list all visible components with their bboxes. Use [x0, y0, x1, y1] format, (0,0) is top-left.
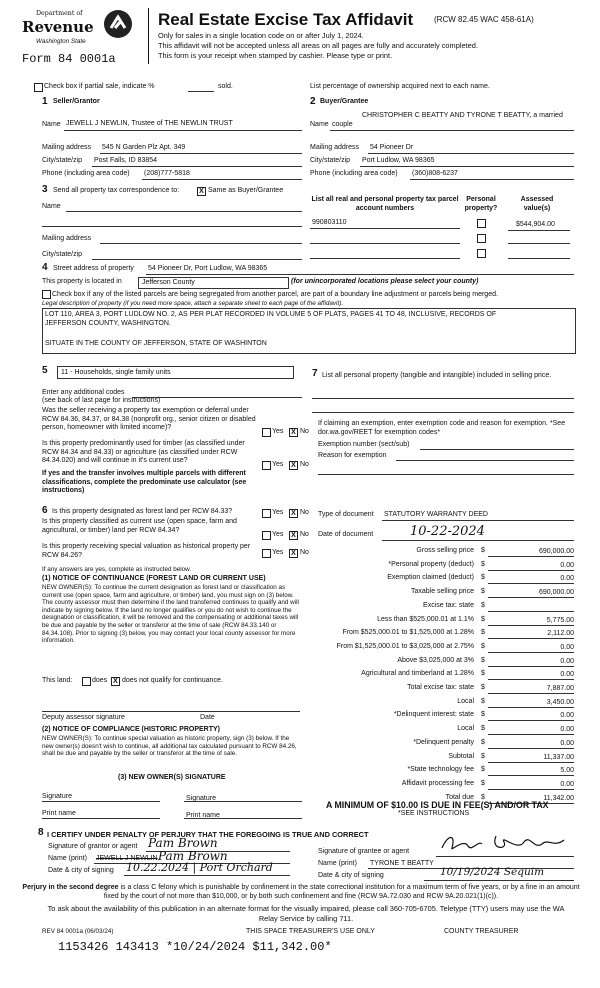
- q6a-no-checkbox[interactable]: X: [289, 509, 298, 518]
- calc-label: Total due: [445, 793, 474, 801]
- calc-value[interactable]: 690,000.00: [488, 588, 574, 598]
- section-6-number: 6: [42, 505, 48, 516]
- exemption-number-field[interactable]: [420, 449, 574, 450]
- perjury-statement: [18, 884, 584, 901]
- buyer-name-label: Name: [310, 121, 329, 128]
- grantee-name-field[interactable]: TYRONE T BEATTY: [370, 860, 434, 867]
- legal-line-1: LOT 110, AREA 3, PORT LUDLOW NO. 2, AS PER PLAT RECORDED IN VOLUME 5 OF PLATS, PAGES 41 TO 48, INCLUSIVE, RECORDS OF: [45, 311, 497, 318]
- personal-property-checkbox-2[interactable]: [477, 234, 486, 243]
- calc-value[interactable]: 5,775.00: [488, 616, 574, 626]
- buyer-name-line2[interactable]: couple: [332, 121, 353, 128]
- tax-corr-name-field[interactable]: [66, 211, 302, 212]
- tax-corr-name-field-2[interactable]: [42, 226, 302, 227]
- personal-property-label: List all personal property (tangible and intangible) included in selling price.: [322, 372, 552, 379]
- grantor-name-label: Name (print): [48, 855, 87, 862]
- seller-phone-label: Phone (including area code): [42, 170, 130, 177]
- county-select[interactable]: Jefferson County: [138, 277, 289, 289]
- see-back-label: (see back of last page for instructions): [42, 397, 161, 404]
- parcel-line-3[interactable]: [310, 258, 460, 259]
- parcel-line-2[interactable]: [310, 243, 460, 244]
- notice-compliance-title: (2) NOTICE OF COMPLIANCE (HISTORIC PROPERTY): [42, 726, 220, 733]
- calc-value[interactable]: 11,342.00: [488, 794, 574, 804]
- grantee-signature-scribble-icon: [438, 832, 570, 854]
- forest-land-question: Is this property designated as forest land per RCW 84.33?: [52, 508, 233, 515]
- section-1-number: 1: [42, 96, 48, 107]
- header-notice-1: Only for sales in a single location code on or after July 1, 2024.: [158, 31, 364, 40]
- deputy-signature-label: Deputy assessor signature: [42, 714, 125, 721]
- street-address-field[interactable]: 54 Pioneer Dr, Port Ludlow, WA 98365: [148, 265, 268, 272]
- q6c-yes-label: Yes: [272, 549, 284, 556]
- street-address-label: Street address of property: [53, 265, 134, 272]
- section-5-number: 5: [42, 365, 48, 376]
- grantor-signature-label: Signature of grantor or agent: [48, 843, 138, 850]
- q6a-yes-label: Yes: [272, 509, 284, 516]
- section-3-number: 3: [42, 184, 48, 195]
- calc-dollar-sign: $: [481, 574, 485, 582]
- assessed-line-3[interactable]: [508, 258, 570, 259]
- grantee-signature-line: [436, 856, 574, 857]
- new-owner-signature-label-1: Signature: [42, 793, 72, 800]
- assessed-value-header: Assessed value(s): [520, 196, 554, 212]
- calc-value[interactable]: 3,450.00: [488, 698, 574, 708]
- land-does-label: does: [92, 677, 108, 684]
- see-instructions-note: *SEE INSTRUCTIONS: [398, 810, 470, 817]
- land-does-not-checkbox[interactable]: X: [111, 677, 120, 686]
- new-owner-print-label-2: Print name: [186, 812, 220, 819]
- parcel-number[interactable]: 990803110: [312, 219, 347, 226]
- q6c-no-checkbox[interactable]: X: [289, 549, 298, 558]
- form-title: Real Estate Excise Tax Affidavit: [158, 10, 414, 29]
- seller-heading: Seller/Grantor: [53, 98, 100, 105]
- assessed-line-1: [508, 230, 570, 231]
- section-8-number: 8: [38, 827, 44, 838]
- exemption-reason-label: Reason for exemption: [318, 452, 387, 459]
- predominate-use-note: If yes and the transfer involves multiple parcels with different classifications, complete the predominate use calculator (see instructions): [42, 470, 247, 494]
- grantor-date-line: [124, 875, 290, 876]
- calc-label: Agricultural and timberland at 1.28%: [361, 670, 474, 678]
- current-use-question: Is this property classified as current use (open space, farm and agricultural, or timber) land per RCW 84.34?: [42, 518, 237, 534]
- q2-no-label: No: [300, 461, 309, 468]
- q1-yes-checkbox[interactable]: [262, 428, 271, 437]
- seller-city-label: City/state/zip: [42, 157, 83, 164]
- buyer-name-line1[interactable]: CHRISTOPHER C BEATTY AND TYRONE T BEATTY, a married: [362, 112, 563, 119]
- notice-continuance-title: (1) NOTICE OF CONTINUANCE (FOREST LAND OR CURRENT USE): [42, 575, 266, 582]
- assessed-line-2[interactable]: [508, 243, 570, 244]
- q6c-no-label: No: [300, 549, 309, 556]
- tax-corr-mail-field[interactable]: [100, 243, 302, 244]
- section-7-number: 7: [312, 368, 318, 379]
- grantee-date-line: [424, 880, 574, 881]
- seller-name-line: [64, 130, 302, 131]
- new-owner-signature-line-1[interactable]: [42, 801, 160, 802]
- seller-name-field[interactable]: JEWELL J NEWLIN, Trustee of THE NEWLIN TRUST: [66, 120, 233, 127]
- parcel-header: List all real and personal property tax parcel account numbers: [311, 196, 459, 212]
- doc-type-label: Type of document: [318, 511, 374, 518]
- grantor-name-handwritten[interactable]: Pam Brown: [158, 849, 228, 863]
- grantee-signature-label: Signature of grantee or agent: [318, 848, 410, 855]
- agency-logo: [22, 8, 134, 50]
- deputy-date-label: Date: [200, 714, 215, 721]
- historic-question: Is this property receiving special valuation as historical property per RCW 84.26?: [42, 543, 251, 559]
- buyer-mail-label: Mailing address: [310, 144, 360, 151]
- calc-dollar-sign: $: [481, 697, 485, 705]
- q1-no-checkbox[interactable]: X: [289, 428, 298, 437]
- tax-corr-city-field[interactable]: [92, 259, 302, 260]
- same-as-buyer-label: Same as Buyer/Grantee: [208, 187, 284, 194]
- calc-dollar-sign: $: [481, 560, 485, 568]
- grantee-signature[interactable]: [438, 832, 570, 854]
- calc-value[interactable]: 0.00: [488, 561, 574, 571]
- calc-value[interactable]: 0.00: [488, 657, 574, 667]
- perjury-statement-bold: Perjury in the second degree: [22, 884, 119, 891]
- additional-codes-label: Enter any additional codes: [42, 389, 125, 396]
- personal-property-checkbox-3[interactable]: [477, 249, 486, 258]
- same-as-buyer-checkbox[interactable]: X: [197, 187, 206, 196]
- tax-calculation: [318, 546, 574, 808]
- segregated-checkbox[interactable]: [42, 290, 51, 299]
- doc-date-line: [382, 540, 574, 541]
- exemption-reason-field[interactable]: [396, 460, 574, 461]
- grantor-date-label: Date & city of signing: [48, 867, 114, 874]
- seller-city-line: [92, 166, 302, 167]
- if-yes-note: If any answers are yes, complete as instructed below.: [42, 566, 192, 573]
- personal-property-checkbox-1[interactable]: [477, 219, 486, 228]
- q6a-yes-checkbox[interactable]: [262, 509, 271, 518]
- cashier-stamp: 1153426 143413 *10/24/2024 $11,342.00*: [58, 940, 332, 954]
- land-does-checkbox[interactable]: [82, 677, 91, 686]
- segregated-label: Check box if any of the listed parcels are being segregated from another parcel, are part of a boundary line adjustment or parcels being merged.: [52, 291, 498, 298]
- calc-label: Taxable selling price: [410, 588, 474, 596]
- calc-dollar-sign: $: [481, 684, 485, 691]
- calc-label: Exemption claimed (deduct): [387, 574, 474, 582]
- q1-yes-label: Yes: [272, 428, 284, 435]
- calc-dollar-sign: $: [481, 588, 485, 596]
- q6b-yes-label: Yes: [272, 531, 284, 538]
- doc-date-field[interactable]: 10-22-2024: [410, 524, 485, 539]
- new-owner-print-label-1: Print name: [42, 810, 76, 817]
- buyer-mail-field[interactable]: 54 Pioneer Dr: [370, 144, 414, 151]
- buyer-heading: Buyer/Grantee: [320, 98, 369, 105]
- tax-corr-name-label: Name: [42, 203, 61, 210]
- exemption-number-label: Exemption number (sect/sub): [318, 441, 410, 448]
- q6b-no-checkbox[interactable]: X: [289, 531, 298, 540]
- timber-agriculture-question: Is this property predominantly used for timber (as classified under RCW 84.34 and 84.33) or agriculture (as classified under RCW 84.34.020) and will continue in it's current use?: [42, 440, 245, 464]
- calc-dollar-sign: $: [481, 752, 485, 760]
- seller-phone-line: [142, 179, 302, 180]
- grantor-date-city[interactable]: 10.22.2024 | Port Orchard: [126, 861, 273, 874]
- deputy-signature-line[interactable]: [42, 711, 300, 712]
- calc-value[interactable]: [488, 602, 574, 612]
- tax-corr-label: Send all property tax correspondence to:: [53, 187, 180, 194]
- availability-note: To ask about the availability of this publication in an alternate format for the visually impaired, please call 360-705-6705. Teletype (TTY) users may use the WA Relay Service by calling 711.: [47, 904, 565, 923]
- this-land-label: This land:: [42, 677, 73, 684]
- buyer-phone-line: [410, 179, 574, 180]
- seller-name-label: Name: [42, 121, 61, 128]
- calc-label: Less than $525,000.01 at 1.1%: [377, 615, 474, 623]
- q6c-yes-checkbox[interactable]: [262, 549, 271, 558]
- calc-label: *State technology fee: [407, 766, 474, 774]
- header-notice-3: This form is your receipt when stamped by cashier. Please type or print.: [158, 51, 393, 60]
- calc-dollar-sign: $: [481, 779, 485, 787]
- buyer-city-line: [360, 166, 574, 167]
- assessed-value-1[interactable]: $544,904.00: [516, 221, 555, 228]
- agency-state: Washington State: [36, 38, 86, 45]
- calc-label: Local: [457, 697, 474, 705]
- calc-label: From $525,000.01 to $1,525,000 at 1.28%: [342, 629, 474, 637]
- calc-value[interactable]: 11,337.00: [488, 753, 574, 763]
- calc-label: *Personal property (deduct): [388, 560, 474, 568]
- seller-city-field[interactable]: Post Falls, ID 83854: [94, 157, 158, 164]
- doc-type-field[interactable]: STATUTORY WARRANTY DEED: [384, 511, 488, 518]
- calc-dollar-sign: $: [481, 615, 485, 623]
- land-does-not-label: does not qualify for continuance.: [122, 677, 223, 684]
- calc-label: Gross selling price: [416, 547, 474, 554]
- new-owner-signature-label-2: Signature: [186, 795, 216, 802]
- county-treasurer-label: COUNTY TREASURER: [444, 928, 519, 935]
- calc-label: Above $3,025,000 at 3%: [397, 656, 474, 664]
- new-owner-signature-title: (3) NEW OWNER(S) SIGNATURE: [118, 774, 226, 781]
- calc-label: *Delinquent interest: state: [393, 711, 474, 719]
- calc-dollar-sign: $: [481, 711, 485, 719]
- minimum-due-note: A MINIMUM OF $10.00 IS DUE IN FEE(S) AND/OR TAX: [326, 800, 549, 810]
- header-notice-2: This affidavit will not be accepted unless all areas on all pages are fully and accurately completed.: [158, 41, 478, 50]
- agency-name: Revenue: [22, 18, 94, 36]
- seller-mail-line: [100, 153, 302, 154]
- calc-dollar-sign: $: [481, 656, 485, 664]
- calc-value[interactable]: 0.00: [488, 574, 574, 584]
- agency-top: Department of: [36, 10, 83, 17]
- buyer-city-field[interactable]: Port Ludlow, WA 98365: [362, 157, 435, 164]
- buyer-phone-field[interactable]: (360)808-6237: [412, 170, 458, 177]
- calc-value[interactable]: 0.00: [488, 643, 574, 653]
- legal-line-2: JEFFERSON COUNTY, WASHINGTON.: [45, 320, 171, 327]
- revenue-logo-icon: [102, 8, 134, 40]
- partial-sale-label: Check box if partial sale, indicate %: [44, 83, 155, 90]
- legal-description-label: Legal description of property (if you need more space, attach a separate sheet to each page of the affidavit).: [42, 300, 344, 307]
- calc-value[interactable]: 0.00: [488, 711, 574, 721]
- q6b-yes-checkbox[interactable]: [262, 531, 271, 540]
- q2-yes-checkbox[interactable]: [262, 461, 271, 470]
- calc-label: Subtotal: [448, 752, 474, 760]
- calc-dollar-sign: $: [481, 766, 485, 774]
- calc-label: *Delinquent penalty: [413, 738, 474, 746]
- buyer-name-line: [330, 130, 574, 131]
- calc-label: From $1,525,000.01 to $3,025,000 at 2.75%: [336, 642, 474, 650]
- exemption-reason-field-2[interactable]: [318, 474, 574, 475]
- notice-compliance-body: NEW OWNER(S): To continue special valuation as historic property, sign (3) below. If the new owner(s) doesn't wish to continue, all additional tax calculated pursuant to RCW 84.26, shall be due and payable by the seller or transferor at the time of sale.: [42, 735, 297, 758]
- header-divider: [148, 8, 149, 64]
- street-address-line: [146, 274, 574, 275]
- located-in-label: This property is located in: [42, 278, 122, 285]
- buyer-phone-label: Phone (including area code): [310, 170, 398, 177]
- q6b-no-label: No: [300, 531, 309, 538]
- form-citation: (RCW 82.45 WAC 458-61A): [434, 15, 534, 24]
- calc-dollar-sign: $: [481, 738, 485, 746]
- calc-value[interactable]: 2,112.00: [488, 629, 574, 639]
- land-use-select[interactable]: 11 - Households, single family units: [57, 366, 294, 379]
- calc-dollar-sign: $: [481, 670, 485, 678]
- section-2-number: 2: [310, 96, 316, 107]
- seller-mail-field[interactable]: 545 N Garden Plz Apt. 349: [102, 144, 186, 151]
- unincorporated-note: (for unincorporated locations please select your county): [291, 278, 479, 285]
- buyer-city-label: City/state/zip: [310, 157, 351, 164]
- calc-dollar-sign: $: [481, 629, 485, 637]
- buyer-mail-line: [368, 153, 574, 154]
- doc-date-label: Date of document: [318, 531, 374, 538]
- calc-value[interactable]: 7,887.00: [488, 684, 574, 694]
- grantor-name-struck: JEWELL J NEWLIN: [96, 855, 158, 862]
- q1-no-label: No: [300, 428, 309, 435]
- calc-dollar-sign: $: [481, 793, 485, 801]
- partial-sale-sold: sold.: [218, 83, 233, 90]
- exemption-claim-label: If claiming an exemption, enter exemption code and reason for exemption. *See dor.wa.gov/REET for exemption codes*: [318, 420, 566, 436]
- calc-value[interactable]: 0.00: [488, 670, 574, 680]
- calc-value[interactable]: 690,000.00: [488, 547, 574, 557]
- calc-label: Local: [457, 725, 474, 733]
- grantee-name-label: Name (print): [318, 860, 357, 867]
- legal-description-box[interactable]: [42, 308, 576, 354]
- q2-yes-label: Yes: [272, 461, 284, 468]
- grantee-date-city[interactable]: 10/19/2024 Sequim: [440, 866, 545, 878]
- calc-dollar-sign: $: [481, 642, 485, 650]
- calc-value[interactable]: 5.00: [488, 766, 574, 776]
- notice-continuance-body: NEW OWNER(S): To continue the current designation as forest land or classification as current use (open space, farm and agriculture, or timber) land, you must sign on (3) below. The county assessor must then determine if the land transferred continues to qualify and will indicate by signing below. If the land no longer qualifies or you do not wish to continue the designation or classification, it will be removed and the compensating or additional taxes will be due and payable by the seller or transferor at the time of sale (RCW 84.33.140 or 84.34.108). Prior to signing (3) below, you may contact your local county assessor for more information.: [42, 584, 299, 645]
- calc-label: Excise tax: state: [423, 601, 474, 609]
- grantee-date-label: Date & city of signing: [318, 872, 384, 879]
- q2-no-checkbox[interactable]: X: [289, 461, 298, 470]
- calc-label: Affidavit processing fee: [401, 779, 474, 787]
- certify-statement: I CERTIFY UNDER PENALTY OF PERJURY THAT THE FOREGOING IS TRUE AND CORRECT: [47, 830, 369, 839]
- seller-mail-label: Mailing address: [42, 144, 92, 151]
- calc-dollar-sign: $: [481, 725, 485, 733]
- doc-type-line: [382, 520, 574, 521]
- treasurer-use-note: THIS SPACE TREASURER'S USE ONLY: [246, 928, 375, 935]
- seller-phone-field[interactable]: (208)777-5818: [144, 170, 190, 177]
- partial-sale-pct-field[interactable]: [188, 91, 214, 92]
- calc-value[interactable]: 0.00: [488, 739, 574, 749]
- calc-dollar-sign: $: [481, 601, 485, 609]
- perjury-statement-text: is a class C felony which is punishable by confinement in the state correctional institution for a maximum term of five years, or by a fine in an amount fixed by the court of not more than $10,000, or by both such confinement and fine (RCW 9A.72.030 and RCW 9A.20.021(1)(c)).: [103, 884, 580, 900]
- personal-property-header: Personal property?: [464, 196, 498, 212]
- revision-code: REV 84 0001a (06/03/24): [42, 928, 114, 935]
- calc-value[interactable]: 0.00: [488, 725, 574, 735]
- legal-line-3: SITUATE IN THE COUNTY OF JEFFERSON, STATE OF WASHINTON: [45, 340, 267, 347]
- tax-corr-mail-label: Mailing address: [42, 235, 92, 242]
- calc-label: Total excise tax: state: [407, 684, 474, 691]
- form-number: Form 84 0001a: [22, 52, 116, 66]
- grantor-signature[interactable]: Pam Brown: [148, 836, 218, 850]
- exemption-deferral-question: Was the seller receiving a property tax exemption or deferral under RCW 84.36, 84.37, or 84.38 (nonprofit org., senior citizen or disabled person, homeowner with limited income)?: [42, 407, 256, 431]
- new-owner-print-line-1[interactable]: [42, 818, 160, 819]
- calc-dollar-sign: $: [481, 547, 485, 554]
- personal-property-line-2[interactable]: [312, 412, 574, 413]
- tax-corr-city-label: City/state/zip: [42, 251, 83, 258]
- q6a-no-label: No: [300, 509, 309, 516]
- parcel-line-1: [310, 228, 460, 229]
- calc-value[interactable]: 0.00: [488, 780, 574, 790]
- section-4-number: 4: [42, 262, 48, 273]
- personal-property-line-1[interactable]: [312, 398, 574, 399]
- partial-sale-checkbox[interactable]: [34, 83, 43, 92]
- list-percentage-note: List percentage of ownership acquired next to each name.: [310, 83, 490, 90]
